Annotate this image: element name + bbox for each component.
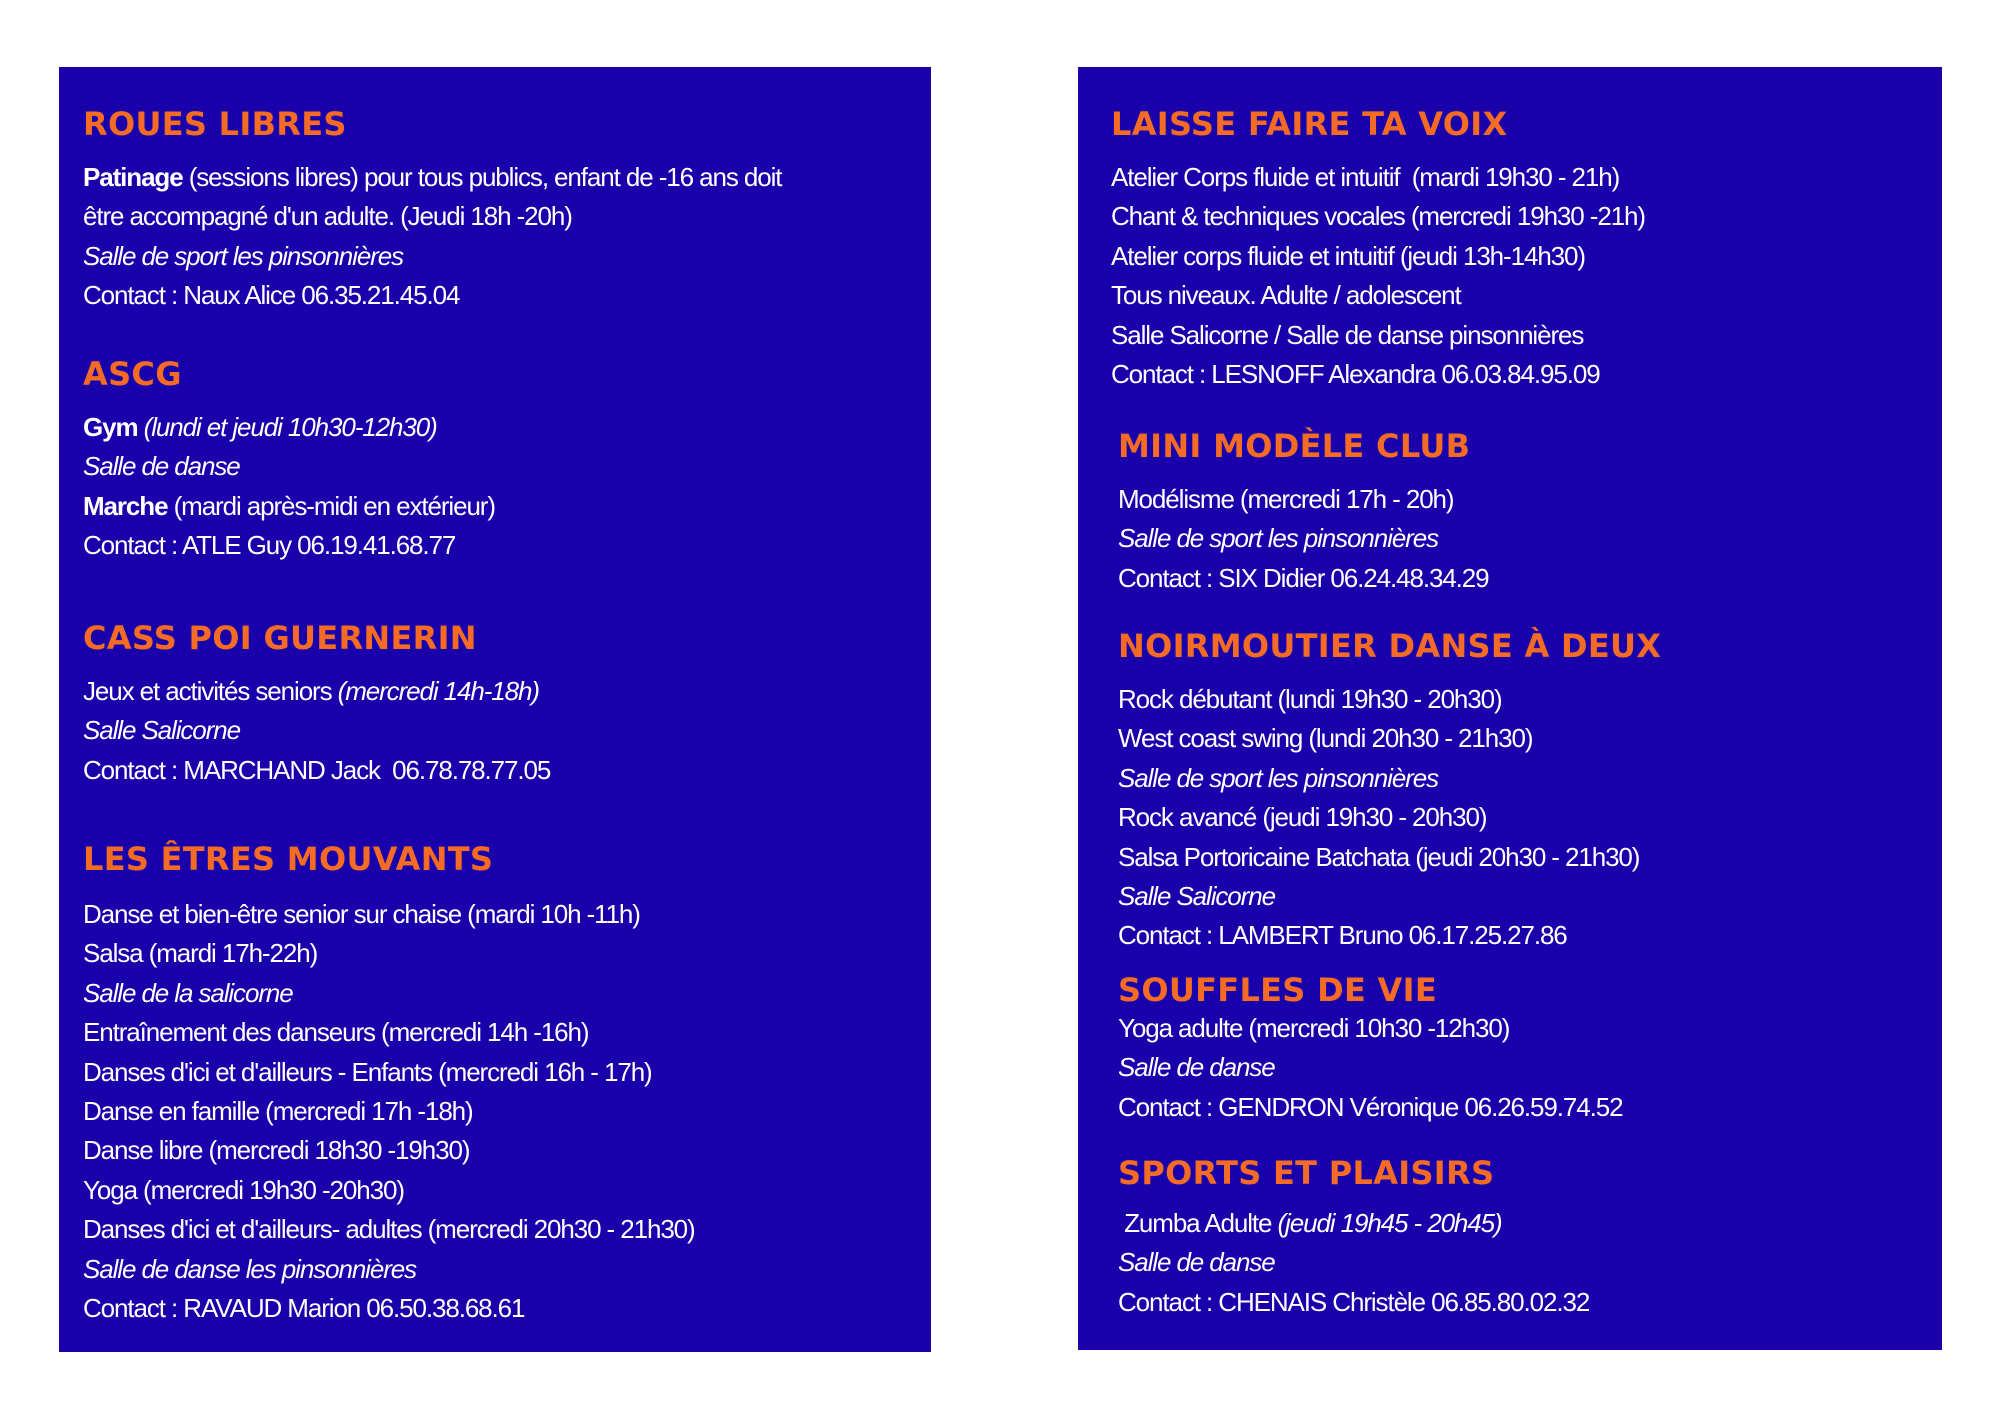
line-text: Contact : SIX Didier 06.24.48.34.29 [1118,562,1489,593]
section-title: LAISSE FAIRE TA VOIX [1111,105,1508,143]
line-text: Atelier Corps fluide et intuitif (mardi 19h30 - 21h) [1111,162,1620,192]
section-line [1111,236,1585,276]
line-text: Contact : LAMBERT Bruno 06.17.25.27.86 [1118,920,1567,951]
line-text: Danses d'ici et d'ailleurs - Enfants (mercredi 16h - 17h) [83,1056,652,1087]
line-text: Yoga (mercredi 19h30 -20h30) [83,1174,404,1205]
line-text: Danse en famille (mercredi 17h -18h) [83,1096,473,1126]
venue-or-schedule: Salle Salicorne [83,715,240,746]
line-text: Danse et bien-être senior sur chaise (mardi 10h -11h) [83,899,640,929]
line-text: Contact : ATLE Guy 06.19.41.68.77 [83,530,456,561]
venue-or-schedule: Salle de danse les pinsonnières [83,1253,417,1284]
section-line [83,525,455,565]
line-text: Contact : Naux Alice 06.35.21.45.04 [83,280,460,311]
section-line [83,933,317,973]
venue-or-schedule: (jeudi 19h45 - 20h45) [1277,1208,1502,1238]
section-line [83,894,640,934]
line-text: Contact : CHENAIS Christèle 06.85.80.02.32 [1118,1286,1590,1317]
venue-or-schedule: Salle de la salicorne [83,977,293,1008]
section-line [1118,518,1438,558]
activity-name: Marche [83,490,168,521]
section-line [83,275,459,315]
line-text: Tous niveaux. Adulte / adolescent [1111,280,1461,311]
section-title: CASS POI GUERNERIN [83,619,477,657]
section-line [1118,758,1438,798]
section-line [83,196,572,236]
venue-or-schedule: Salle de sport les pinsonnières [1118,762,1438,793]
line-text: Salle Salicorne / Salle de danse pinsonnières [1111,319,1584,350]
venue-or-schedule: Salle Salicorne [1118,881,1275,911]
line-text: Contact : LESNOFF Alexandra 06.03.84.95.09 [1111,359,1600,389]
section-line [83,1249,416,1289]
section-line [1111,196,1645,236]
section-line [1118,837,1639,877]
section-title: NOIRMOUTIER DANSE À DEUX [1118,627,1662,665]
line-text: Danses d'ici et d'ailleurs- adultes (mercredi 20h30 - 21h30) [83,1214,695,1245]
venue-or-schedule: Salle de danse [1118,1247,1275,1278]
section-title: MINI MODÈLE CLUB [1118,427,1471,465]
section-title: LES ÊTRES MOUVANTS [83,840,494,878]
section-line [1118,1008,1509,1048]
activity-name: Patinage [83,162,183,192]
venue-or-schedule: Salle de sport les pinsonnières [83,240,403,271]
venue-or-schedule: Salle de danse [83,451,240,482]
section-line [1118,718,1532,758]
venue-or-schedule: (lundi et jeudi 10h30-12h30) [137,412,437,442]
section-line [83,446,240,486]
line-text: Zumba Adulte [1118,1208,1278,1238]
line-text: Yoga adulte (mercredi 10h30 -12h30) [1118,1013,1510,1043]
activity-name: Gym [83,412,138,442]
line-text: Danse libre (mercredi 18h30 -19h30) [83,1135,470,1166]
line-text: Rock débutant (lundi 19h30 - 20h30) [1118,684,1502,714]
section-line [1118,876,1275,916]
section-line [1111,275,1461,315]
section-line [83,671,539,711]
line-text: (sessions libres) pour tous publics, enfant de -16 ans doit [182,162,782,192]
section-line [83,1091,473,1131]
section-line [1118,1047,1275,1087]
line-text: Modélisme (mercredi 17h - 20h) [1118,484,1454,514]
section-line [1118,1242,1275,1282]
venue-or-schedule: (mercredi 14h-18h) [337,676,539,706]
line-text: Jeux et activités seniors [83,676,338,706]
section-line [83,407,437,447]
section-line [83,486,495,526]
section-line [83,1012,588,1052]
venue-or-schedule: Salle de danse [1118,1052,1275,1083]
section-line [83,750,550,790]
section-title: SPORTS ET PLAISIRS [1118,1154,1495,1192]
section-line [1118,679,1502,719]
section-line [83,710,240,750]
section-title: ASCG [83,355,182,393]
section-line [1111,354,1600,394]
section-line [83,1209,695,1249]
line-text: Atelier corps fluide et intuitif (jeudi 13h-14h30) [1111,240,1585,271]
line-text: Salsa (mardi 17h-22h) [83,938,318,969]
line-text: Chant & techniques vocales (mercredi 19h30 -21h) [1111,201,1645,232]
section-line [83,236,403,276]
section-line [83,973,293,1013]
section-line [1118,1203,1502,1243]
section-line [1118,915,1567,955]
line-text: être accompagné d'un adulte. (Jeudi 18h -20h) [83,201,572,232]
section-line [1118,479,1453,519]
section-title: SOUFFLES DE VIE [1118,971,1437,1009]
line-text: (mardi après-midi en extérieur) [167,490,495,521]
venue-or-schedule: Salle de sport les pinsonnières [1118,523,1438,554]
section-line [1111,157,1619,197]
line-text: Contact : RAVAUD Marion 06.50.38.68.61 [83,1293,525,1323]
line-text: Contact : GENDRON Véronique 06.26.59.74.52 [1118,1091,1623,1122]
section-title: ROUES LIBRES [83,105,347,143]
line-text: Contact : MARCHAND Jack 06.78.78.77.05 [83,754,551,785]
line-text: Rock avancé (jeudi 19h30 - 20h30) [1118,802,1487,833]
line-text: Salsa Portoricaine Batchata (jeudi 20h30 - 21h30) [1118,841,1640,872]
section-line [83,1170,404,1210]
section-line [83,1130,469,1170]
section-line [1118,558,1489,598]
line-text: Entraînement des danseurs (mercredi 14h -16h) [83,1017,589,1048]
section-line [1118,1282,1589,1322]
line-text: West coast swing (lundi 20h30 - 21h30) [1118,723,1533,754]
section-line [1111,315,1583,355]
section-line [1118,1087,1622,1127]
section-line [1118,797,1486,837]
section-line [83,1288,524,1328]
section-line [83,157,781,197]
section-line [83,1052,652,1092]
